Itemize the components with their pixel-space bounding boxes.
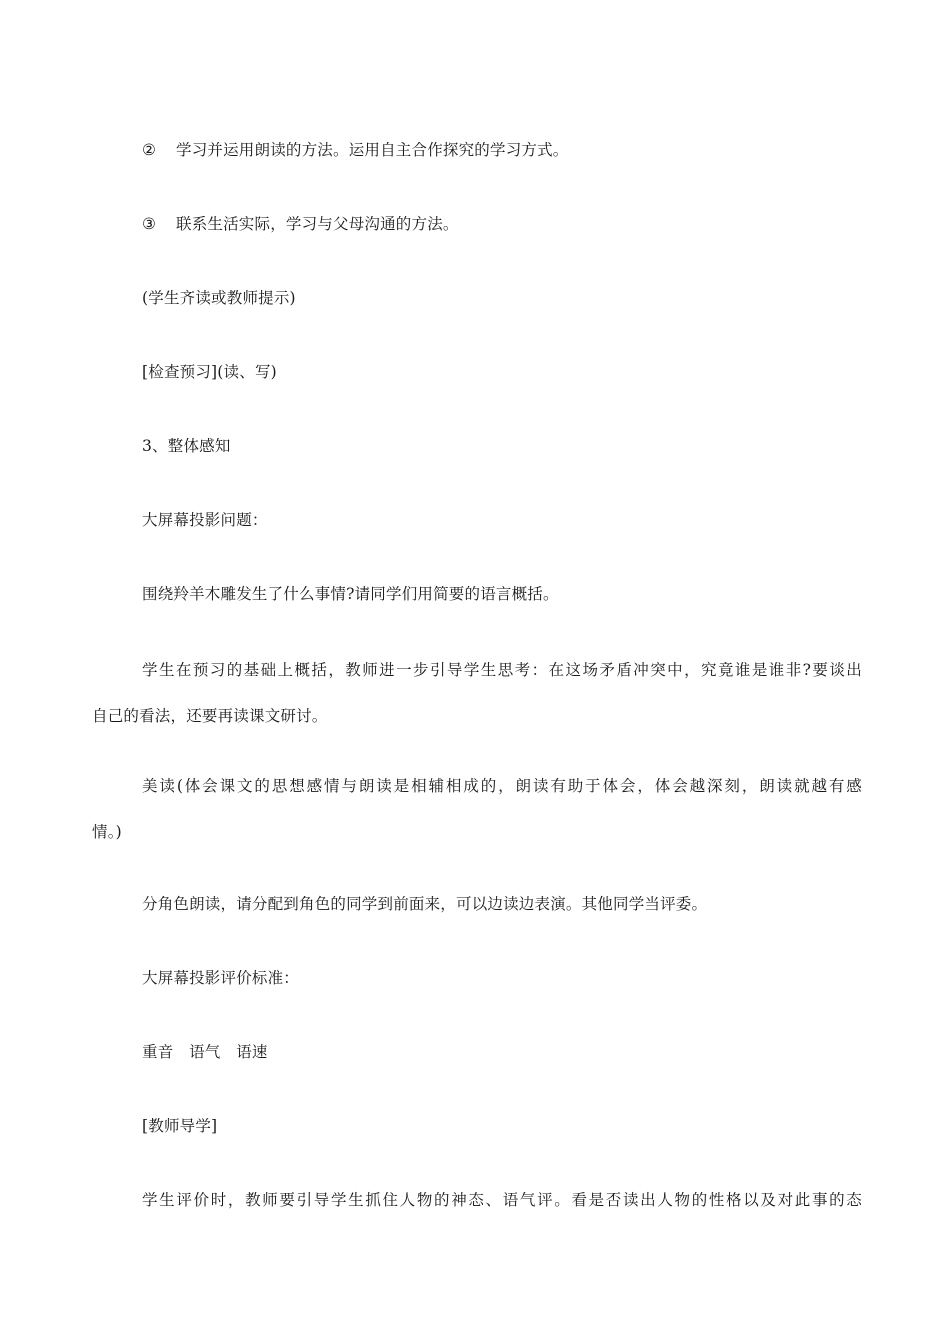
paragraph-evaluation-line-1: 学生评价时，教师要引导学生抓住人物的神态、语气评。看是否读出人物的性格以及对此事的态	[142, 1191, 862, 1209]
paragraph-question-text: 围绕羚羊木雕发生了什么事情?请同学们用简要的语言概括。	[142, 585, 559, 603]
objective-text: 学习并运用朗读的方法。运用自主合作探究的学习方式。	[176, 141, 569, 159]
circled-number-2: ②	[142, 141, 157, 159]
paragraph-evaluation-criteria: 大屏幕投影评价标准：	[142, 969, 300, 987]
circled-number-3: ③	[142, 215, 157, 233]
paragraph-summary-line-2: 自己的看法，还要再读课文研讨。	[92, 707, 328, 725]
objective-text: 联系生活实际，学习与父母沟通的方法。	[176, 215, 459, 233]
objective-item-2	[142, 140, 862, 160]
paragraph-projection-question: 大屏幕投影问题：	[142, 511, 268, 529]
paragraph-teacher-guide: [教师导学]	[142, 1117, 218, 1135]
paragraph-reading-line-2: 情。)	[92, 823, 122, 841]
paragraph-criteria-items: 重音 语气 语速	[142, 1043, 268, 1061]
section-heading-overall: 3、整体感知	[142, 437, 231, 455]
paragraph-summary-line-1: 学生在预习的基础上概括，教师进一步引导学生思考：在这场矛盾冲突中，究竟谁是谁非?要谈出	[142, 661, 862, 679]
paragraph-reading-line-1: 美读(体会课文的思想感情与朗读是相辅相成的，朗读有助于体会，体会越深刻，朗读就越有感	[142, 777, 862, 795]
paragraph-role-reading: 分角色朗读，请分配到角色的同学到前面来，可以边读边表演。其他同学当评委。	[142, 895, 708, 913]
paragraph-note: (学生齐读或教师提示)	[142, 289, 296, 307]
paragraph-preview-check: [检查预习](读、写)	[142, 363, 277, 381]
objective-item-3	[142, 214, 862, 234]
